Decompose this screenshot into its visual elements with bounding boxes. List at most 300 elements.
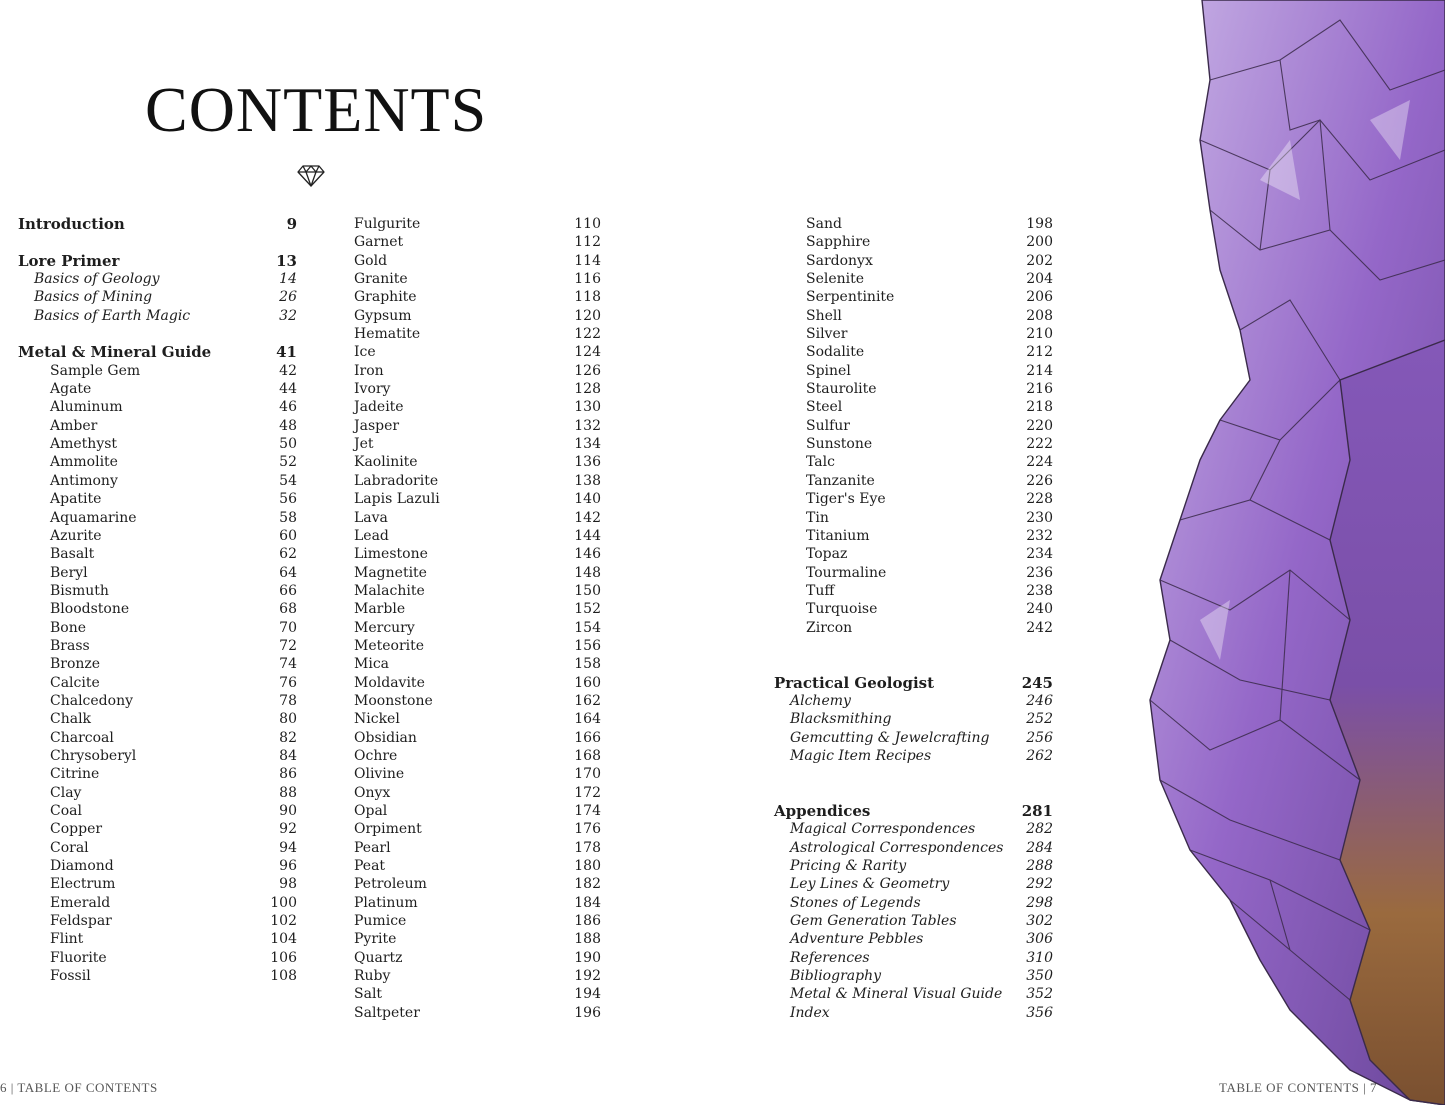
toc-entry-title: Gold xyxy=(354,252,388,269)
toc-entry[interactable] xyxy=(18,674,297,692)
toc-subsection-entry[interactable] xyxy=(18,288,297,306)
toc-entry[interactable] xyxy=(18,655,297,673)
toc-entry-title: Orpiment xyxy=(354,821,422,838)
toc-entry-title: Tiger's Eye xyxy=(806,491,886,508)
toc-page-number: 310 xyxy=(1026,949,1053,966)
toc-entry-title: Metal & Mineral Guide xyxy=(18,343,212,362)
toc-entry-title: Hematite xyxy=(354,326,421,343)
toc-page-number: 72 xyxy=(279,637,297,654)
toc-entry-title: Titanium xyxy=(806,527,870,544)
toc-entry-title: Electrum xyxy=(50,876,116,893)
toc-page-number: 110 xyxy=(574,216,601,232)
toc-entry[interactable] xyxy=(774,509,1053,527)
toc-page-number: 210 xyxy=(1026,326,1053,343)
toc-page-number: 306 xyxy=(1026,931,1053,948)
toc-entry[interactable] xyxy=(322,582,601,600)
toc-page-number: 172 xyxy=(574,784,601,801)
toc-entry[interactable] xyxy=(322,875,601,893)
toc-entry[interactable] xyxy=(18,857,297,875)
toc-entry[interactable] xyxy=(322,417,601,435)
toc-entry-title: Basalt xyxy=(50,546,95,563)
toc-page-number: 118 xyxy=(574,289,601,306)
toc-entry-title: Brass xyxy=(50,637,90,654)
toc-page-number: 60 xyxy=(279,527,297,544)
toc-entry[interactable] xyxy=(18,527,297,545)
toc-subsection-entry[interactable] xyxy=(774,857,1053,875)
toc-entry-title: Tuff xyxy=(806,582,835,599)
toc-entry-title: Garnet xyxy=(354,234,404,251)
toc-page-number: 114 xyxy=(574,252,601,269)
toc-entry-title: Basics of Geology xyxy=(34,271,160,288)
toc-entry[interactable] xyxy=(322,435,601,453)
toc-page-number: 96 xyxy=(279,858,297,875)
toc-entry-title: Sample Gem xyxy=(50,362,141,379)
toc-page-number: 64 xyxy=(279,564,297,581)
toc-entry[interactable] xyxy=(322,398,601,416)
toc-subsection-entry[interactable] xyxy=(774,839,1053,857)
toc-entry[interactable] xyxy=(18,545,297,563)
toc-page-number: 122 xyxy=(574,326,601,343)
toc-section-heading[interactable] xyxy=(18,252,297,270)
toc-spacer xyxy=(774,765,1053,783)
toc-page-number: 86 xyxy=(279,766,297,783)
toc-page-number: 66 xyxy=(279,582,297,599)
toc-entry-title: Appendices xyxy=(774,802,871,820)
toc-entry[interactable] xyxy=(774,215,1053,233)
toc-entry[interactable] xyxy=(322,747,601,765)
toc-entry-title: Metal & Mineral Visual Guide xyxy=(790,986,1003,1003)
toc-entry-title: Lava xyxy=(354,509,388,526)
toc-entry-title: Index xyxy=(790,1004,830,1021)
toc-entry[interactable] xyxy=(322,655,601,673)
toc-entry[interactable] xyxy=(18,362,297,380)
toc-entry[interactable] xyxy=(322,839,601,857)
toc-entry-title: Silver xyxy=(806,326,848,343)
toc-entry[interactable] xyxy=(774,564,1053,582)
toc-entry-title: Jasper xyxy=(354,417,400,434)
toc-entry[interactable] xyxy=(774,527,1053,545)
toc-page-number: 148 xyxy=(574,564,601,581)
toc-entry-title: Aquamarine xyxy=(50,509,137,526)
toc-page-number: 230 xyxy=(1026,509,1053,526)
toc-entry[interactable] xyxy=(322,637,601,655)
toc-entry-title: Onyx xyxy=(354,784,391,801)
toc-entry-title: Agate xyxy=(50,381,92,398)
toc-entry-title: Jadeite xyxy=(354,399,404,416)
toc-entry[interactable] xyxy=(18,582,297,600)
toc-page-number: 350 xyxy=(1026,968,1053,985)
toc-entry[interactable] xyxy=(322,1004,601,1022)
toc-entry[interactable] xyxy=(322,985,601,1003)
toc-entry-title: Limestone xyxy=(354,546,428,563)
toc-entry-title: Bloodstone xyxy=(50,601,130,618)
toc-entry[interactable] xyxy=(774,233,1053,251)
toc-entry-title: Lead xyxy=(354,527,389,544)
toc-entry[interactable] xyxy=(18,820,297,838)
toc-entry-title: Coral xyxy=(50,839,89,856)
toc-page-number: 178 xyxy=(574,839,601,856)
toc-page-number: 246 xyxy=(1026,692,1053,709)
toc-page-number: 228 xyxy=(1026,491,1053,508)
toc-column-2 xyxy=(322,215,601,1022)
toc-page-number: 142 xyxy=(574,509,601,526)
toc-subsection-entry[interactable] xyxy=(774,875,1053,893)
toc-entry[interactable] xyxy=(322,307,601,325)
toc-page-number: 44 xyxy=(279,381,297,398)
toc-entry-title: Meteorite xyxy=(354,637,425,654)
toc-page-number: 124 xyxy=(574,344,601,361)
toc-subsection-entry[interactable] xyxy=(774,1004,1053,1022)
toc-page-number: 78 xyxy=(279,692,297,709)
toc-page-number: 242 xyxy=(1026,619,1053,636)
toc-entry-title: Practical Geologist xyxy=(774,673,935,692)
toc-page-number: 132 xyxy=(574,417,601,434)
toc-entry-title: Malachite xyxy=(354,582,425,599)
toc-spacer xyxy=(774,637,1053,655)
toc-page-number: 32 xyxy=(279,307,297,324)
toc-entry-title: Serpentinite xyxy=(806,289,895,306)
toc-page-number: 288 xyxy=(1026,858,1053,875)
toc-entry-title: Gem Generation Tables xyxy=(790,913,957,930)
toc-page-number: 281 xyxy=(1021,802,1053,820)
toc-page-number: 146 xyxy=(574,546,601,563)
toc-entry[interactable] xyxy=(18,747,297,765)
toc-page-number: 52 xyxy=(279,454,297,471)
toc-page-number: 9 xyxy=(286,215,297,233)
toc-entry[interactable] xyxy=(774,417,1053,435)
toc-page-number: 140 xyxy=(574,491,601,508)
toc-spacer xyxy=(18,233,297,251)
toc-entry-title: Feldspar xyxy=(50,913,112,930)
toc-entry[interactable] xyxy=(774,582,1053,600)
toc-entry-title: Opal xyxy=(354,803,388,819)
toc-entry[interactable] xyxy=(18,435,297,453)
toc-entry-title: Beryl xyxy=(50,564,88,581)
toc-entry[interactable] xyxy=(774,435,1053,453)
toc-entry[interactable] xyxy=(18,637,297,655)
toc-page-number: 202 xyxy=(1026,252,1053,269)
toc-entry-title: Jet xyxy=(354,436,374,453)
toc-entry-title: Spinel xyxy=(806,362,851,379)
toc-entry[interactable] xyxy=(18,912,297,930)
footer-left: 6 | TABLE OF CONTENTS xyxy=(0,1080,158,1095)
toc-entry[interactable] xyxy=(18,692,297,710)
toc-subsection-entry[interactable] xyxy=(18,307,297,325)
toc-entry-title: Lore Primer xyxy=(18,251,120,270)
toc-page-number: 166 xyxy=(574,729,601,746)
page-title: CONTENTS xyxy=(145,74,488,145)
toc-entry-title: Nickel xyxy=(354,711,400,728)
toc-entry[interactable] xyxy=(18,765,297,783)
toc-entry-title: Olivine xyxy=(354,766,405,783)
toc-page-number: 46 xyxy=(279,399,297,416)
toc-entry[interactable] xyxy=(322,564,601,582)
toc-entry[interactable] xyxy=(322,619,601,637)
toc-entry[interactable] xyxy=(322,215,601,233)
toc-page-number: 26 xyxy=(279,289,297,306)
toc-entry[interactable] xyxy=(322,380,601,398)
toc-entry[interactable] xyxy=(18,619,297,637)
toc-entry-title: References xyxy=(790,949,870,966)
toc-entry-title: Citrine xyxy=(50,766,100,783)
toc-page-number: 100 xyxy=(270,894,297,911)
toc-subsection-entry[interactable] xyxy=(18,270,297,288)
toc-page-number: 13 xyxy=(276,251,297,270)
toc-page-number: 74 xyxy=(279,656,297,673)
toc-entry-title: Marble xyxy=(354,601,406,618)
toc-page-number: 62 xyxy=(279,546,297,563)
toc-entry[interactable] xyxy=(774,545,1053,563)
toc-entry[interactable] xyxy=(18,417,297,435)
toc-page-number: 188 xyxy=(574,931,601,948)
toc-entry-title: Magic Item Recipes xyxy=(790,747,932,764)
toc-page-number: 126 xyxy=(574,362,601,379)
toc-page-number: 154 xyxy=(574,619,601,636)
toc-entry[interactable] xyxy=(322,472,601,490)
toc-entry-title: Amber xyxy=(50,417,98,434)
toc-entry[interactable] xyxy=(18,380,297,398)
toc-page-number: 302 xyxy=(1026,913,1053,930)
toc-page-number: 208 xyxy=(1026,307,1053,324)
toc-spacer xyxy=(774,784,1053,802)
toc-entry-title: Basics of Earth Magic xyxy=(34,307,191,324)
toc-entry[interactable] xyxy=(322,509,601,527)
toc-entry-title: Petroleum xyxy=(354,876,427,893)
toc-entry[interactable] xyxy=(322,949,601,967)
toc-entry[interactable] xyxy=(774,252,1053,270)
toc-entry[interactable] xyxy=(18,564,297,582)
toc-entry-title: Coal xyxy=(50,803,82,819)
toc-entry[interactable] xyxy=(322,252,601,270)
toc-entry[interactable] xyxy=(322,288,601,306)
toc-page-number: 108 xyxy=(270,968,297,985)
toc-page-number: 186 xyxy=(574,913,601,930)
toc-entry[interactable] xyxy=(774,619,1053,637)
toc-entry-title: Steel xyxy=(806,399,843,416)
toc-entry[interactable] xyxy=(774,325,1053,343)
toc-entry[interactable] xyxy=(18,802,297,820)
toc-entry-title: Moldavite xyxy=(354,674,425,691)
toc-page-number: 182 xyxy=(574,876,601,893)
toc-page-number: 90 xyxy=(279,803,297,819)
toc-entry[interactable] xyxy=(18,490,297,508)
footer-right: TABLE OF CONTENTS | 7 xyxy=(1219,1080,1377,1095)
toc-entry[interactable] xyxy=(18,894,297,912)
toc-entry[interactable] xyxy=(322,600,601,618)
toc-page-number: 98 xyxy=(279,876,297,893)
toc-entry[interactable] xyxy=(322,233,601,251)
toc-page-number: 222 xyxy=(1026,436,1053,453)
toc-page-number: 80 xyxy=(279,711,297,728)
toc-subsection-entry[interactable] xyxy=(774,967,1053,985)
toc-page-number: 192 xyxy=(574,968,601,985)
toc-page-number: 198 xyxy=(1026,216,1053,232)
toc-subsection-entry[interactable] xyxy=(774,985,1053,1003)
toc-entry[interactable] xyxy=(774,288,1053,306)
toc-page-number: 48 xyxy=(279,417,297,434)
toc-entry[interactable] xyxy=(18,398,297,416)
toc-entry[interactable] xyxy=(18,600,297,618)
toc-page-number: 352 xyxy=(1026,986,1053,1003)
toc-subsection-entry[interactable] xyxy=(774,747,1053,765)
toc-page-number: 94 xyxy=(279,839,297,856)
toc-page-number: 116 xyxy=(574,271,601,288)
toc-entry[interactable] xyxy=(322,857,601,875)
toc-entry[interactable] xyxy=(774,600,1053,618)
toc-entry-title: Bronze xyxy=(50,656,101,673)
toc-entry[interactable] xyxy=(774,270,1053,288)
toc-entry[interactable] xyxy=(322,325,601,343)
toc-page-number: 150 xyxy=(574,582,601,599)
toc-page-number: 102 xyxy=(270,913,297,930)
toc-page-number: 104 xyxy=(270,931,297,948)
toc-entry[interactable] xyxy=(322,545,601,563)
toc-entry[interactable] xyxy=(322,527,601,545)
toc-entry-title: Astrological Correspondences xyxy=(790,839,1004,856)
toc-page-number: 226 xyxy=(1026,472,1053,489)
toc-subsection-entry[interactable] xyxy=(774,820,1053,838)
toc-entry[interactable] xyxy=(18,729,297,747)
toc-entry[interactable] xyxy=(18,509,297,527)
toc-entry-title: Ice xyxy=(354,344,376,361)
toc-section-heading[interactable] xyxy=(18,343,297,361)
toc-page-number: 138 xyxy=(574,472,601,489)
toc-entry[interactable] xyxy=(18,930,297,948)
toc-entry[interactable] xyxy=(322,674,601,692)
toc-entry-title: Mica xyxy=(354,656,389,673)
toc-entry-title: Antimony xyxy=(50,472,118,489)
toc-section-heading[interactable] xyxy=(18,215,297,233)
toc-page-number: 204 xyxy=(1026,271,1053,288)
toc-entry[interactable] xyxy=(322,729,601,747)
toc-entry-title: Ochre xyxy=(354,747,398,764)
toc-entry[interactable] xyxy=(774,398,1053,416)
toc-entry-title: Pearl xyxy=(354,839,391,856)
toc-entry-title: Calcite xyxy=(50,674,100,691)
toc-entry-title: Blacksmithing xyxy=(790,711,892,728)
toc-entry[interactable] xyxy=(18,453,297,471)
toc-entry[interactable] xyxy=(774,490,1053,508)
toc-entry[interactable] xyxy=(322,453,601,471)
toc-entry-title: Graphite xyxy=(354,289,417,306)
toc-page-number: 54 xyxy=(279,472,297,489)
toc-subsection-entry[interactable] xyxy=(774,949,1053,967)
toc-entry-title: Sardonyx xyxy=(806,252,873,269)
toc-entry[interactable] xyxy=(18,472,297,490)
toc-page-number: 174 xyxy=(574,803,601,819)
toc-entry-title: Saltpeter xyxy=(354,1004,420,1021)
toc-entry[interactable] xyxy=(774,362,1053,380)
toc-page-number: 58 xyxy=(279,509,297,526)
toc-subsection-entry[interactable] xyxy=(774,894,1053,912)
toc-entry-title: Alchemy xyxy=(790,692,851,709)
toc-entry-title: Fluorite xyxy=(50,949,107,966)
toc-entry-title: Granite xyxy=(354,271,408,288)
toc-page-number: 88 xyxy=(279,784,297,801)
toc-entry-title: Pyrite xyxy=(354,931,397,948)
toc-entry-title: Staurolite xyxy=(806,381,877,398)
toc-subsection-entry[interactable] xyxy=(774,729,1053,747)
toc-entry-title: Pumice xyxy=(354,913,407,930)
toc-entry-title: Pricing & Rarity xyxy=(790,858,907,875)
toc-entry[interactable] xyxy=(322,784,601,802)
toc-entry-title: Bone xyxy=(50,619,87,636)
toc-page-number: 180 xyxy=(574,858,601,875)
toc-page-number: 112 xyxy=(574,234,601,251)
toc-page-number: 224 xyxy=(1026,454,1053,471)
toc-entry[interactable] xyxy=(322,270,601,288)
toc-page-number: 292 xyxy=(1026,876,1053,893)
toc-entry-title: Sapphire xyxy=(806,234,871,251)
toc-page-number: 234 xyxy=(1026,546,1053,563)
toc-entry[interactable] xyxy=(774,307,1053,325)
toc-page-number: 160 xyxy=(574,674,601,691)
toc-entry[interactable] xyxy=(774,472,1053,490)
toc-page-number: 76 xyxy=(279,674,297,691)
toc-entry[interactable] xyxy=(322,490,601,508)
toc-spacer xyxy=(18,325,297,343)
toc-entry-title: Stones of Legends xyxy=(790,894,921,911)
toc-entry-title: Tourmaline xyxy=(806,564,887,581)
toc-entry-title: Aluminum xyxy=(50,399,123,416)
toc-entry[interactable] xyxy=(322,343,601,361)
toc-entry[interactable] xyxy=(774,343,1053,361)
toc-entry-title: Magical Correspondences xyxy=(790,821,976,838)
toc-entry-title: Azurite xyxy=(50,527,102,544)
toc-entry[interactable] xyxy=(18,710,297,728)
toc-entry[interactable] xyxy=(774,380,1053,398)
toc-page-number: 84 xyxy=(279,747,297,764)
toc-entry[interactable] xyxy=(322,362,601,380)
toc-page-number: 68 xyxy=(279,601,297,618)
toc-entry[interactable] xyxy=(322,765,601,783)
toc-section-heading[interactable] xyxy=(774,674,1053,692)
toc-page-number: 168 xyxy=(574,747,601,764)
toc-page-number: 162 xyxy=(574,692,601,709)
toc-page-number: 70 xyxy=(279,619,297,636)
toc-entry[interactable] xyxy=(18,839,297,857)
toc-page-number: 164 xyxy=(574,711,601,728)
toc-entry[interactable] xyxy=(322,820,601,838)
toc-subsection-entry[interactable] xyxy=(774,912,1053,930)
toc-page-number: 256 xyxy=(1026,729,1053,746)
toc-entry[interactable] xyxy=(322,930,601,948)
toc-subsection-entry[interactable] xyxy=(774,930,1053,948)
toc-entry-title: Ivory xyxy=(354,381,391,398)
toc-entry[interactable] xyxy=(322,912,601,930)
toc-entry[interactable] xyxy=(18,949,297,967)
toc-section-heading[interactable] xyxy=(774,802,1053,820)
toc-entry[interactable] xyxy=(18,784,297,802)
toc-entry[interactable] xyxy=(18,875,297,893)
toc-entry-title: Diamond xyxy=(50,858,114,875)
toc-entry[interactable] xyxy=(322,894,601,912)
toc-subsection-entry[interactable] xyxy=(774,692,1053,710)
toc-page-number: 120 xyxy=(574,307,601,324)
toc-page-number: 238 xyxy=(1026,582,1053,599)
toc-entry[interactable] xyxy=(322,967,601,985)
toc-entry-title: Basics of Mining xyxy=(34,289,153,306)
toc-entry[interactable] xyxy=(322,692,601,710)
toc-entry-title: Obsidian xyxy=(354,729,417,746)
toc-subsection-entry[interactable] xyxy=(774,710,1053,728)
toc-entry[interactable] xyxy=(774,453,1053,471)
toc-entry[interactable] xyxy=(322,802,601,820)
toc-entry[interactable] xyxy=(322,710,601,728)
toc-page-number: 176 xyxy=(574,821,601,838)
toc-entry[interactable] xyxy=(18,967,297,985)
toc-entry-title: Tanzanite xyxy=(806,472,875,489)
